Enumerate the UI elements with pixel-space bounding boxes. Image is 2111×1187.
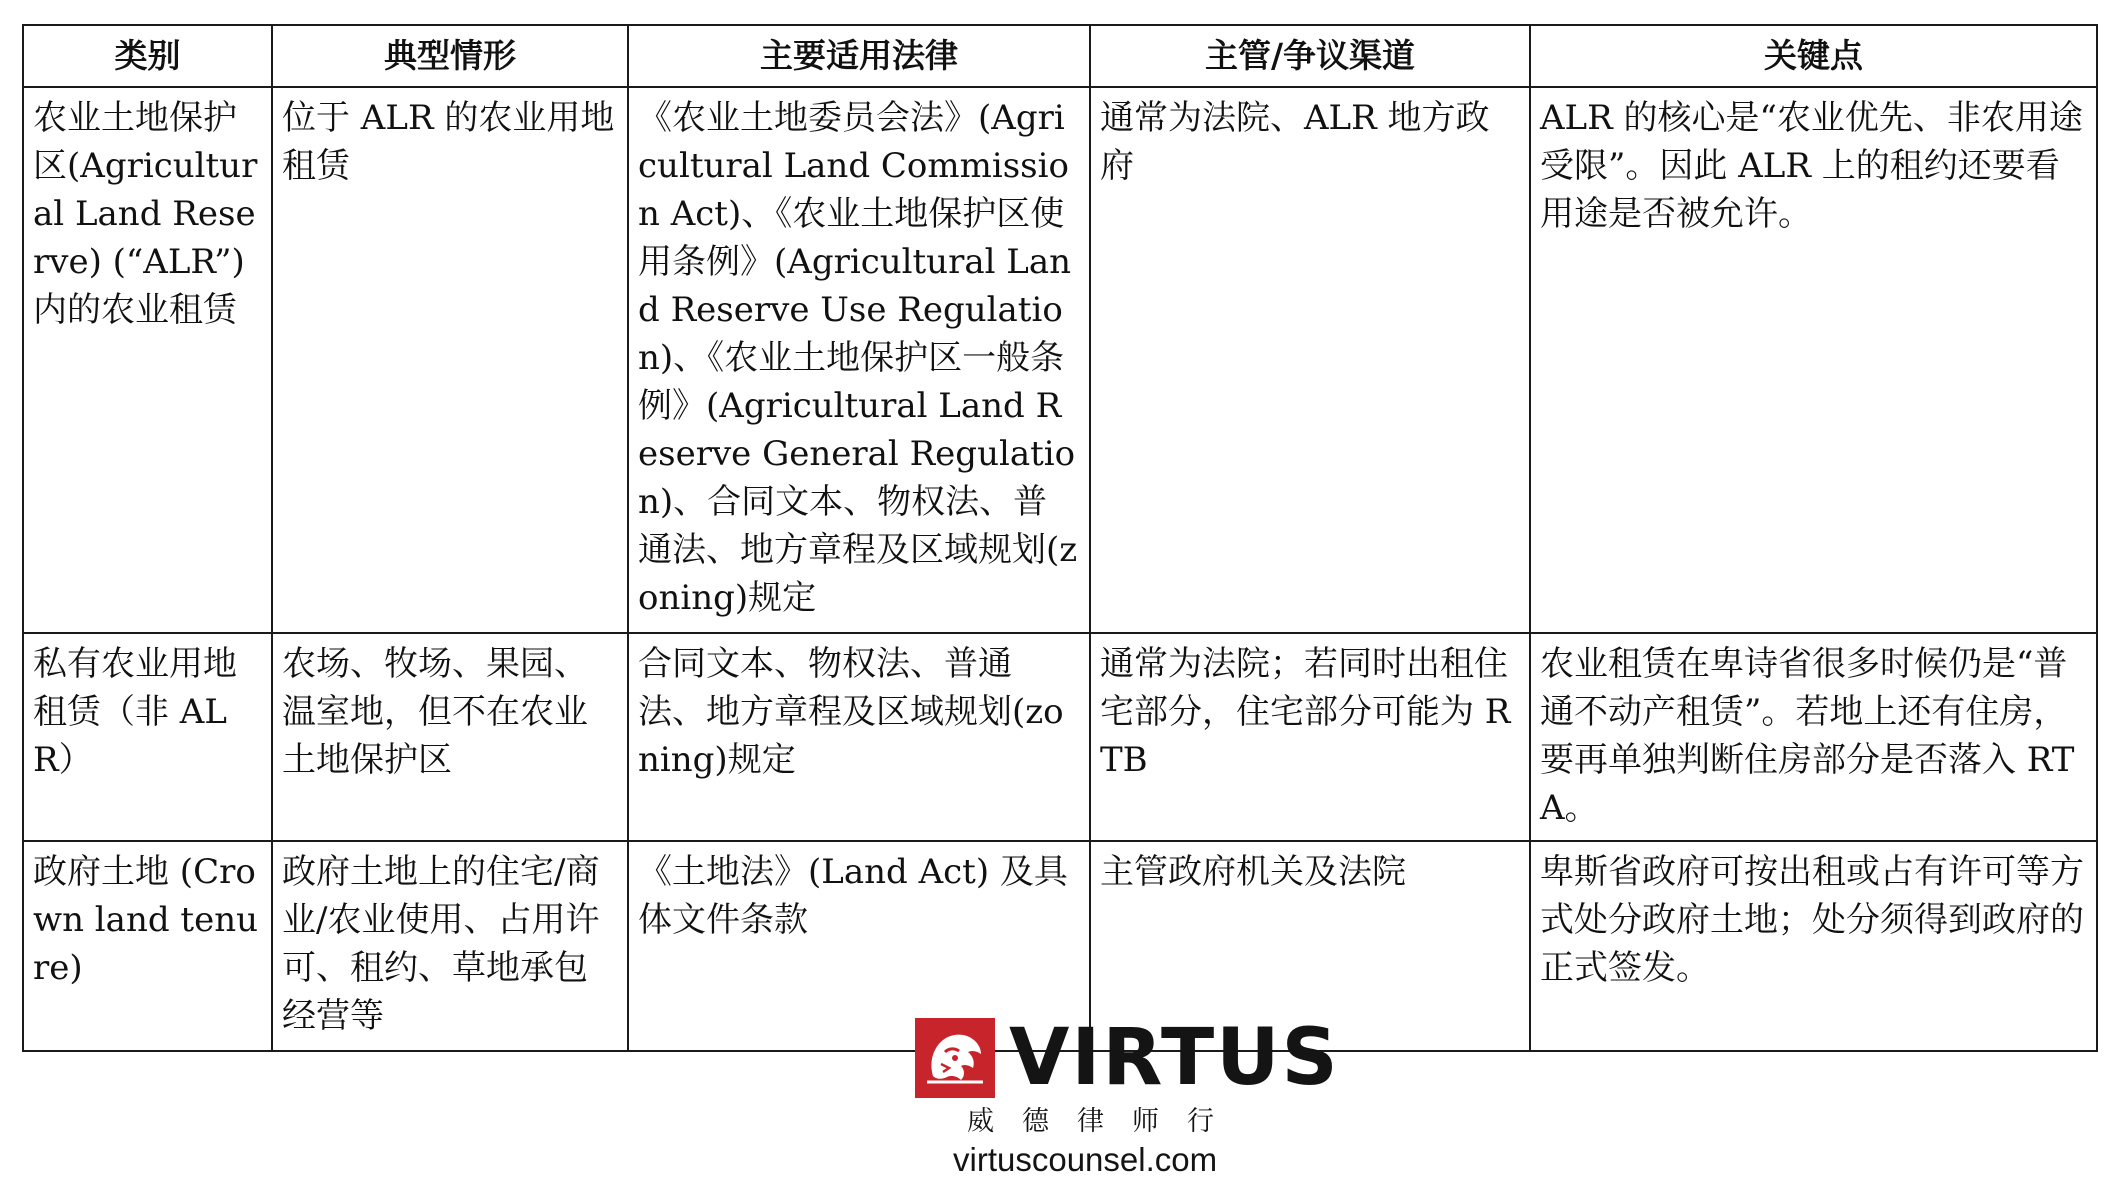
cell-dispute-channel: 主管政府机关及法院 — [1090, 841, 1530, 1051]
header-category: 类别 — [23, 25, 272, 87]
header-typical-situation: 典型情形 — [272, 25, 628, 87]
table-row — [23, 87, 2097, 633]
lion-head-icon — [915, 1018, 995, 1098]
cell-typical-situation: 农场、牧场、果园、温室地，但不在农业土地保护区 — [272, 633, 628, 841]
cell-applicable-law: 《土地法》(Land Act) 及具体文件条款 — [628, 841, 1090, 1051]
cell-category: 农业土地保护区(Agricultural Land Reserve) (“ALR”) 内的农业租赁 — [23, 87, 272, 633]
law-comparison-table — [22, 24, 2098, 1052]
cell-applicable-law: 《农业土地委员会法》(Agricultural Land Commission Act)、《农业土地保护区使用条例》(Agricultural Land Reserve Use Regulation)、《农业土地保护区一般条例》(Agricultural Land Reserve General Regulation)、合同文本、物权法、普通法、地方章程及区域规划(zoning)规定 — [628, 87, 1090, 633]
brand-chinese-name: 威德律师行 — [967, 1106, 1242, 1137]
cell-typical-situation: 政府土地上的住宅/商业/农业使用、占用许可、租约、草地承包经营等 — [272, 841, 628, 1051]
table-row — [23, 633, 2097, 841]
cell-key-points: 卑斯省政府可按出租或占有许可等方式处分政府土地；处分须得到政府的正式签发。 — [1530, 841, 2097, 1051]
brand-name: VIRTUS — [1009, 1013, 1340, 1103]
cell-category: 私有农业用地租赁（非 ALR） — [23, 633, 272, 841]
header-applicable-law: 主要适用法律 — [628, 25, 1090, 87]
virtus-watermark — [915, 1013, 1340, 1183]
header-dispute-channel: 主管/争议渠道 — [1090, 25, 1530, 87]
cell-typical-situation: 位于 ALR 的农业用地租赁 — [272, 87, 628, 633]
cell-key-points: 农业租赁在卑诗省很多时候仍是“普通不动产租赁”。若地上还有住房，要再单独判断住房部分是否落入 RTA。 — [1530, 633, 2097, 841]
brand-url: virtuscounsel.com — [953, 1141, 1218, 1178]
header-key-points: 关键点 — [1530, 25, 2097, 87]
cell-category: 政府土地 (Crown land tenure) — [23, 841, 272, 1051]
cell-dispute-channel: 通常为法院；若同时出租住宅部分，住宅部分可能为 RTB — [1090, 633, 1530, 841]
header-row — [23, 25, 2097, 87]
cell-dispute-channel: 通常为法院、ALR 地方政府 — [1090, 87, 1530, 633]
cell-key-points: ALR 的核心是“农业优先、非农用途受限”。因此 ALR 上的租约还要看用途是否被允许。 — [1530, 87, 2097, 633]
cell-applicable-law: 合同文本、物权法、普通法、地方章程及区域规划(zoning)规定 — [628, 633, 1090, 841]
